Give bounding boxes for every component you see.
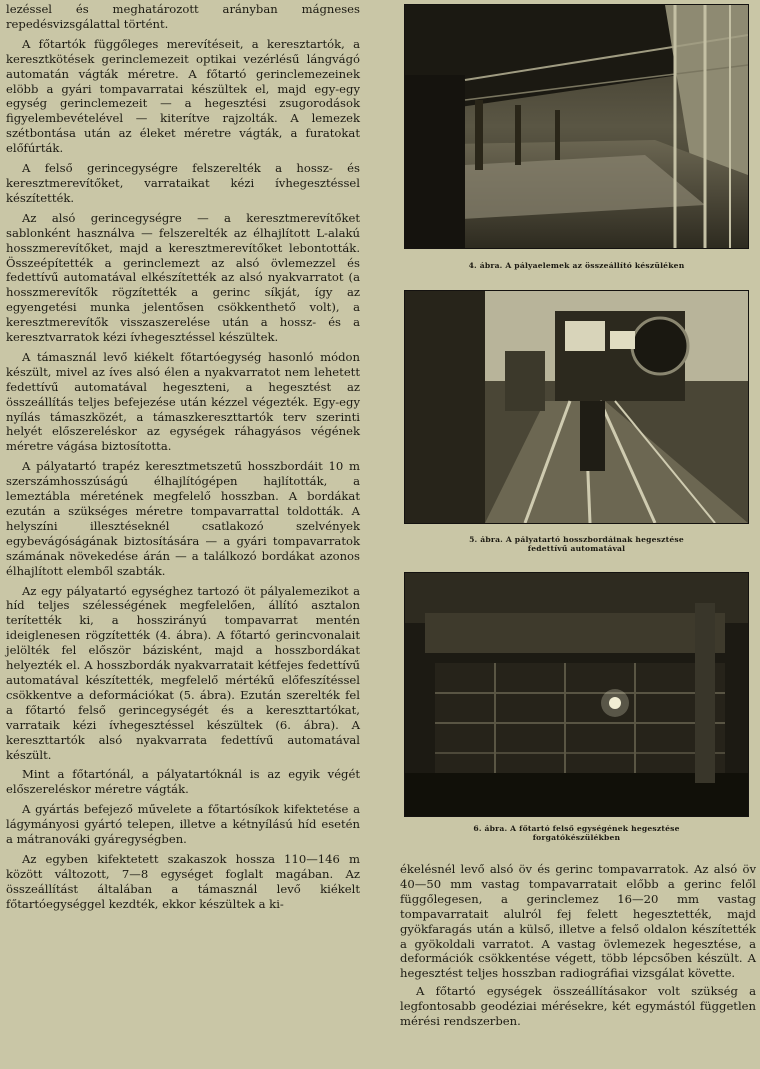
paragraph: Az egy pályatartó egységhez tartozó öt pályalemezikot a híd teljes szélességének megfelelően, állító asztalon terítették ki, a hosszirányú tompavarrat mentén ideiglenesen rögzítették (4. ábra). A főtartó gerincvonalait jelölték fel először bázisként, majd a hosszbordákat helyezték el. A hosszbordák nyakvarratait kétfejes fedettívű automatával készítették, megfelelő mértékű előfeszítéssel csökkentve a deformációkat (5. ábra). Ezután szerelték fel a főtartó felső gerincegységét és a kereszttartókat, varrataik kézi ívhegesztéssel készültek (6. ábra). A kereszttartók alsó nyakvarrata fedettívű automatával készült.: [6, 583, 360, 762]
figure-6-caption: [404, 824, 749, 842]
figure-5-photo: [404, 290, 749, 524]
figure-5: [404, 290, 749, 553]
figure-5-caption: [404, 535, 749, 553]
paragraph: A felső gerincegységre felszerelték a hossz- és keresztmerevítőket, varrataikat kézi ívhegesztéssel készítették.: [6, 161, 360, 205]
paragraph: Az egyben kifektetett szakaszok hossza 110—146 m között változott, 7—8 egységet foglalt magában. Az összeállítást általában a támasznál levő kiékelt főtartóegységgel kezdték, ekkor készültek a ki-: [6, 851, 360, 911]
figure-4-photo: [404, 4, 749, 249]
left-text-column: [6, 2, 360, 912]
figure-6: [404, 572, 749, 842]
figure-6-caption-line2: forgatókészülékben: [532, 833, 621, 842]
paragraph: Mint a főtartónál, a pályatartóknál is az egyik végét előszereléskor méretre vágták.: [6, 767, 360, 797]
paragraph: A pályatartó trapéz keresztmetszetű hosszbordáit 10 m szerszámhosszúságú élhajlítógépen hajlították, a lemeztábla méretének megfelelő hosszban. A bordákat ezután a szükséges méretre tompavarrattal toldották. A helyszíni illesztéseknél csatlakozó szelvények egybevágóságának biztosítására — a gyári tompavarratok számának növekedése árán — a találkozó bordákat azonos élhajlított elemből szabták.: [6, 459, 360, 578]
paragraph: Az alsó gerincegységre — a keresztmerevítőket sablonként használva — felszerelték az élhajlított L-alakú hosszmerevítőket, majd a keresztmerevítőket lebontották. Összeépítették a gerinclemezt az alsó övlemezzel és fedettívű automatával elkészítették az alsó nyakvarratot (a hosszmerevítők rögzítették a gerinc síkját, így az egyengetési munka jelentősen csökkenthető volt), a keresztmerevítők visszaszerelése után a hossz- és a keresztvarratok kézi ívhegesztéssel készültek.: [6, 210, 360, 345]
figure-4-caption: 4. ábra. A pályaelemek az összeállító készüléken: [468, 261, 685, 270]
paragraph: ékelésnél levő alsó öv és gerinc tompavarratok. Az alsó öv 40—50 mm vastag tompavarratait előbb a gerinc felől függőlegesen, a gerinclemez 16—20 mm vastag tompavarratait alulról fej felett hegesztették, majd gyökfaragás után a külső, illetve a felső oldalon készítették a gyökoldali varratot. A vastag övlemezek hegesztése, a deformációk csökkentése végett, több lépcsőben készült. A hegesztést teljes hosszban radiográfiai vizsgálat követte.: [400, 862, 756, 981]
figure-6-photo: [404, 572, 749, 817]
right-text-column: [400, 862, 756, 1029]
paragraph: A támasznál levő kiékelt főtartóegység hasonló módon készült, mivel az íves alsó élen a nyakvarratot nem lehetett fedettívű automatával hegeszteni, a hegesztést az összeállítás teljes befejezése után kézzel végezték. Egy-egy nyílás támaszközét, a támaszkereszttartók terv szerinti helyét előszereléskor az egységek ráhagyásos végének méretre vágása biztosította.: [6, 349, 360, 454]
figure-5-caption-line1: 5. ábra. A pályatartó hosszbordáinak hegesztése: [469, 535, 684, 544]
figure-5-caption-line2: fedettívű automatával: [527, 544, 626, 553]
paragraph: A főtartó egységek összeállításakor volt szükség a legfontosabb geodéziai mérésekre, két egymástól független mérési rendszerben.: [400, 984, 756, 1029]
paragraph: A főtartók függőleges merevítéseit, a keresztartók, a keresztkötések gerinclemezeit optikai vezérlésű lángvágó automatán vágták méretre. A főtartó gerinclemezeinek elöbb a gyári tompavarratai készültek el, majd egy-egy egység gerinclemezeit — a hegesztési zsugorodások figyelembevételével — kiterítve rajzolták. A lemezek szétbontása után az éleket méretre vágták, a furatokat előfúrták.: [6, 36, 360, 156]
figure-6-caption-line1: 6. ábra. A főtartó felső egységének hegesztése: [473, 824, 680, 833]
paragraph: A gyártás befejező művelete a főtartósíkok kifektetése a lágymányosi gyártó telepen, illetve a kétnyílású híd esetén a mátranováki gyáregységben.: [6, 802, 360, 847]
figure-4: [404, 4, 749, 270]
paragraph: lezéssel és meghatározott arányban mágneses repedésvizsgálattal történt.: [6, 2, 360, 31]
